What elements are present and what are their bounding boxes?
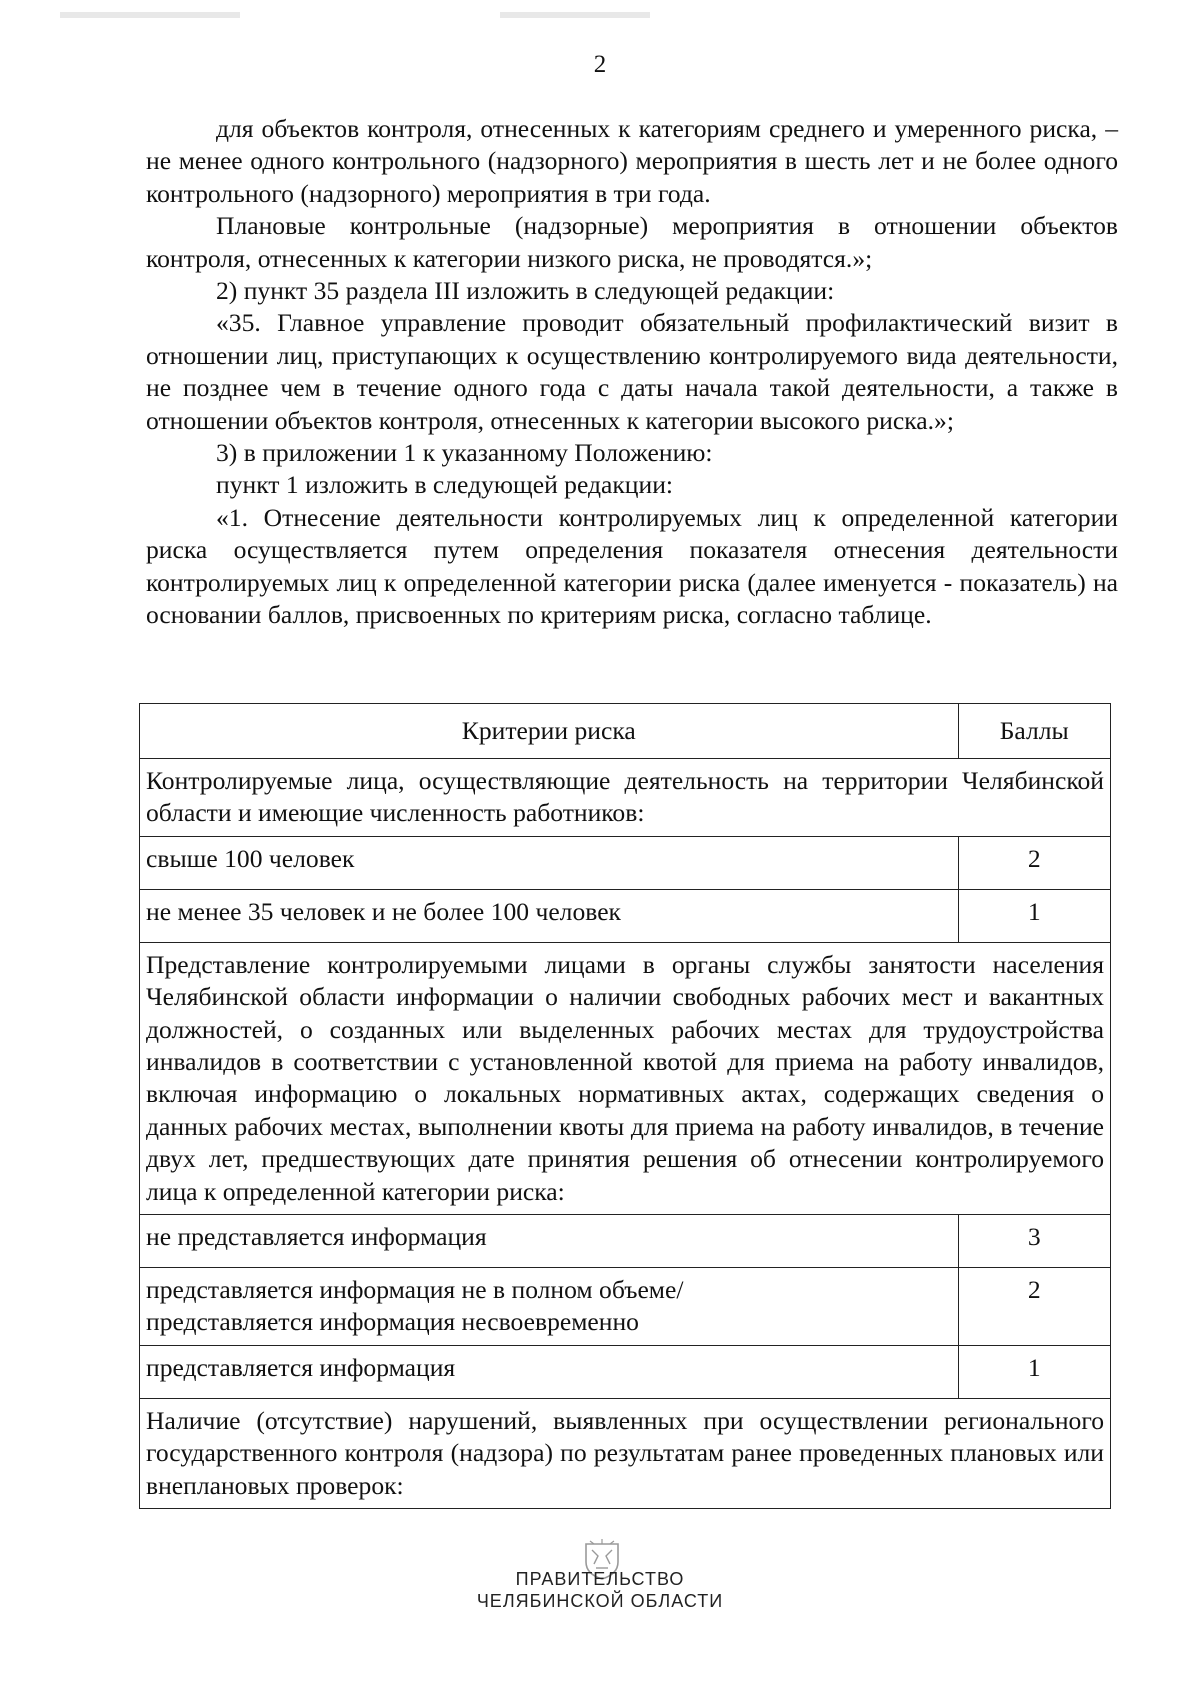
section-violations: Наличие (отсутствие) нарушений, выявленных при осуществлении регионального государственного контроля (надзора) по результатам ранее проведенных плановых или внеплановых проверок:	[140, 1398, 1111, 1508]
header-score: Баллы	[958, 704, 1111, 759]
paragraph: «35. Главное управление проводит обязательный профилактический визит в отношении лиц, приступающих к осуществлению контролируемого вида деятельности, не позднее чем в течение одного года с даты начала такой деятельности, а также в отношении объектов контроля, отнесенных к категории высокого риска.»;	[146, 308, 1118, 435]
table-row	[140, 836, 1111, 889]
table-section-row	[140, 759, 1111, 837]
score-cell: 2	[958, 1268, 1111, 1346]
risk-criteria-table	[139, 703, 1111, 1509]
section-employment-info: Представление контролируемыми лицами в органы службы занятости населения Челябинской области информации о наличии свободных рабочих мест и вакантных должностей, о созданных или выделенных рабочих местах для трудоустройства инвалидов в соответствии с установленной квотой для приема на работу инвалидов, включая информацию о локальных нормативных актах, содержащих сведения о данных рабочих местах, выполнении квоты для приема на работу инвалидов, в течение двух лет, предшествующих дате принятия решения об отнесении контролируемого лица к определенной категории риска:	[140, 942, 1111, 1214]
table-row	[140, 1345, 1111, 1398]
criteria-line: представляется информация несвоевременно	[146, 1307, 639, 1337]
footer-line-government: ПРАВИТЕЛЬСТВО	[515, 1569, 685, 1589]
paragraph: 2) пункт 35 раздела III изложить в следующей редакции:	[216, 276, 835, 306]
criteria-cell: представляется информация	[140, 1345, 959, 1398]
section-employees: Контролируемые лица, осуществляющие деятельность на территории Челябинской области и имеющие численность работников:	[140, 759, 1111, 837]
criteria-line: представляется информация не в полном объеме/	[146, 1275, 684, 1305]
score-cell: 3	[958, 1215, 1111, 1268]
score-cell: 1	[958, 1345, 1111, 1398]
table-row	[140, 1268, 1111, 1346]
table-row	[140, 889, 1111, 942]
scan-artifact	[500, 12, 650, 18]
header-criteria: Критерии риска	[140, 704, 959, 759]
table-section-row	[140, 1398, 1111, 1508]
document-body	[146, 113, 1118, 632]
score-cell: 1	[958, 889, 1111, 942]
paragraph: для объектов контроля, отнесенных к категориям среднего и умеренного риска, – не менее одного контрольного (надзорного) мероприятия в шесть лет и не более одного контрольного (надзорного) мероприятия в три года.	[146, 114, 1118, 208]
table-section-row	[140, 942, 1111, 1214]
footer-line-region: ЧЕЛЯБИНСКОЙ ОБЛАСТИ	[476, 1591, 724, 1611]
footer-stamp	[0, 1568, 1200, 1612]
page-number: 2	[593, 51, 607, 78]
criteria-cell: не представляется информация	[140, 1215, 959, 1268]
table-row	[140, 1215, 1111, 1268]
criteria-cell: не менее 35 человек и не более 100 человек	[140, 889, 959, 942]
score-cell: 2	[958, 836, 1111, 889]
paragraph: 3) в приложении 1 к указанному Положению:	[216, 438, 713, 468]
table-header-row	[140, 704, 1111, 759]
criteria-cell: свыше 100 человек	[140, 836, 959, 889]
paragraph: Плановые контрольные (надзорные) мероприятия в отношении объектов контроля, отнесенных к категории низкого риска, не проводятся.»;	[146, 211, 1118, 273]
criteria-cell	[140, 1268, 959, 1346]
scan-artifact	[60, 12, 240, 18]
paragraph: «1. Отнесение деятельности контролируемых лиц к определенной категории риска осуществляется путем определения показателя отнесения деятельности контролируемых лиц к определенной категории риска (далее именуется - показатель) на основании баллов, присвоенных по критериям риска, согласно таблице.	[146, 502, 1118, 630]
paragraph: пункт 1 изложить в следующей редакции:	[216, 470, 674, 500]
